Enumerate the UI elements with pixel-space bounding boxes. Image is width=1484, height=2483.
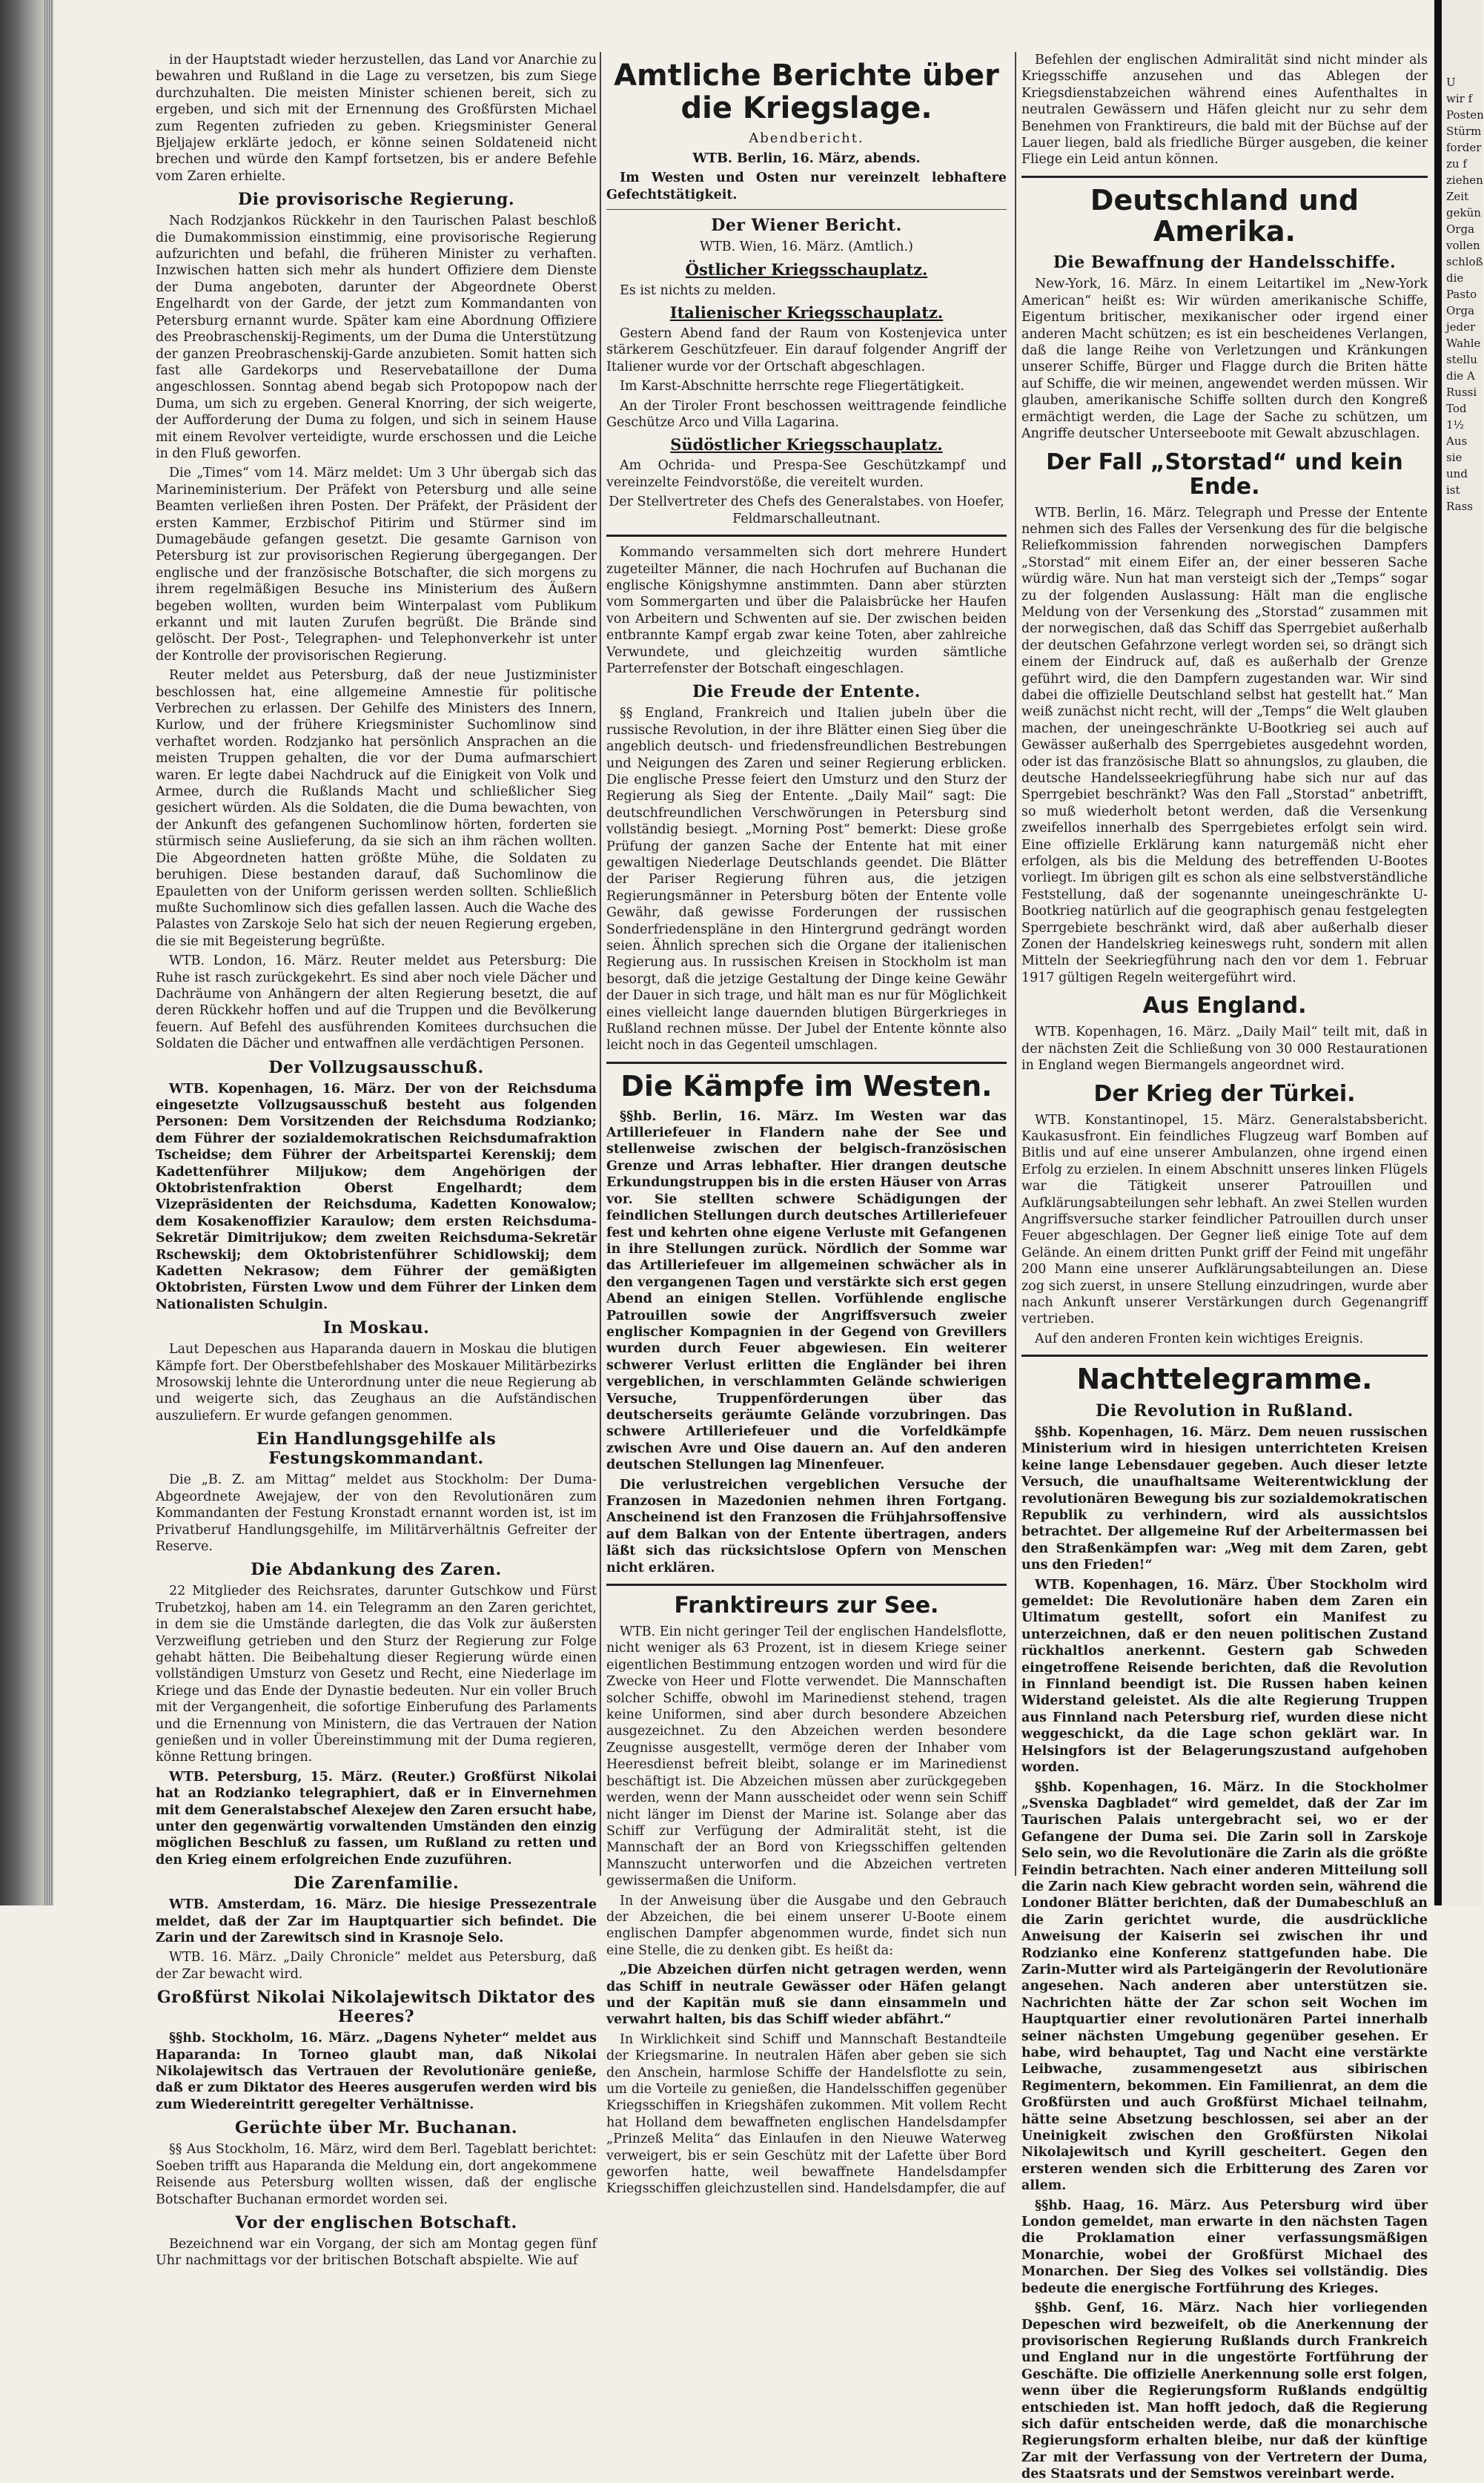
article-text: WTB. London, 16. März. Reuter meldet aus Petersburg: Die Ruhe ist rasch zurückgekehrt. Es sind aber noch viele Dächer und Dachräume von Anhängern der alten Regierung besetzt, die auf deren Rückkehr hoffen und auf die Truppen und die Bevölkerung feuern. Auf Befehl des ausführenden Komitees durchsuchen die Soldaten die Dächer und entwaffnen alle verdächtigen Personen.: [156, 953, 597, 1052]
headline: Nachttelegramme.: [1076, 1363, 1373, 1396]
article-text: Es ist nichts zu melden.: [620, 282, 776, 298]
section-heading: Die provisorische Regierung.: [238, 190, 514, 210]
divider: [606, 535, 1007, 537]
section-heading: Großfürst Nikolai Nikolajewitsch Diktator des Heeres?: [156, 1988, 596, 2027]
headline: Der Fall „Storstad“ und kein Ende.: [1046, 449, 1403, 500]
next-page-text: ist: [1446, 483, 1460, 497]
section-heading: In Moskau.: [322, 1318, 430, 1338]
article-text: Die „B. Z. am Mittag“ meldet aus Stockholm: Der Duma-Abgeordnete Awejajew, der von den Revolutionären zum Kommandanten der Festung Kronstadt ernannt worden ist, ist im Privatberuf Handlungsgehilfe, im Militärverhältnis Gefreiter der Reserve.: [156, 1472, 597, 1554]
article-text: WTB. Kopenhagen, 16. März. „Daily Mail“ teilt mit, daß in der nächsten Zeit die Schließung von 30 000 Restaurationen in England wegen Biermangels angeordnet wird.: [1021, 1025, 1428, 1074]
section-heading: Die Abdankung des Zaren.: [251, 1560, 502, 1580]
article-text: WTB. Kopenhagen, 16. März. Der von der Reichsduma eingesetzte Vollzugsausschuß besteht aus folgenden Personen: Dem Vorsitzenden der Reichsduma Rodzianko; dem Führer der sozialdemokratischen Reichsdumafraktion Tscheidse; dem Führer der Arbeitspartei Kerenskij; dem Kadettenführer Miljukow; dem Angehörigen der Oktobristenfraktion Oberst Engelhardt; dem Vizepräsidenten der Reichsduma, Kadetten Konowalow; dem Kosakenoffizier Karaulow; dem ersten Reichsduma-Sekretär Dimitrijukow; dem zweiten Reichsduma-Sekretär Rschewskij; dem Oktobristenführer Schidlowskij; dem Kadetten Nekrasow; dem Führer der gemäßigten Oktobristen, Fürsten Lwow und dem Führer der Linken dem Nationalisten Schulgin.: [156, 1081, 597, 1312]
article-text: §§ Aus Stockholm, 16. März, wird dem Berl. Tageblatt berichtet: Soeben trifft aus Haparanda die Meldung ein, dort angekommene Reisende aus Petersburg wollten wissen, daß der englische Botschafter Buchanan ermordet worden sei.: [156, 2142, 597, 2207]
next-page-text: gekün: [1446, 206, 1481, 219]
article-text: Gestern Abend fand der Raum von Kostenjevica unter stärkerem Geschützfeuer. Ein darauf folgender Angriff der Italiener wurde vor der Ortschaft abgeschlagen.: [606, 326, 1007, 374]
article-text: Auf den anderen Fronten kein wichtiges Ereignis.: [1035, 1331, 1364, 1346]
section-heading: Die Revolution in Rußland.: [1096, 1401, 1354, 1421]
column-rule: [1015, 52, 1016, 1876]
next-page-text: Tod: [1446, 402, 1467, 415]
section-heading: Gerüchte über Mr. Buchanan.: [234, 2118, 518, 2138]
article-text: Bezeichnend war ein Vorgang, der sich am Montag gegen fünf Uhr nachmittags vor der britischen Botschaft abspielte. Wie auf: [156, 2236, 597, 2269]
article-text: An der Tiroler Front beschossen weittragende feindliche Geschütze Arco und Villa Lagarina.: [606, 398, 1007, 431]
next-page-text: Stürm: [1446, 125, 1482, 138]
signature: Der Stellvertreter des Chefs des Generalstabes. von Hoefer, Feldmarschalleutnant.: [609, 495, 1004, 526]
next-page-text: U: [1446, 76, 1456, 89]
article-text: WTB. Kopenhagen, 16. März. Über Stockholm wird gemeldet: Die Revolutionäre haben dem Zaren ein Ultimatum gestellt, sofort ein Manifest zu unterzeichnen, daß er den neuen politischen Zustand rückhaltlos anerkennt. Gestern gab Schweden eingetroffene Reisende berichten, daß die Revolution in Finnland beendigt ist. Die Russen haben keinen Widerstand geleistet. Als die alte Regierung Truppen aus Finnland nach Petersburg rief, wurden diese nicht weggeschickt, da die Lage schon geklärt war. In Helsingfors ist der Belagerungszustand aufgehoben worden.: [1021, 1577, 1428, 1776]
article-text: §§hb. Genf, 16. März. Nach hier vorliegenden Depeschen wird bezweifelt, ob die Anerkennung der provisorischen Regierung Rußlands durch Frankreich und England nur in die ungestörte Fortführung der Geschäfte. Die offizielle Anerkennung solle erst folgen, wenn über die Regierungsform Rußlands endgültig entschieden ist. Man hofft jedoch, daß die Regierung sich dafür entscheiden werde, daß die monarchische Regierungsform erhalten bleibe, nur daß der künftige Zar mit der Verfassung von der Vertretern der Duma, des Staatsrats und der Semstwos vereinbart werde.: [1021, 2301, 1428, 2482]
article-text: „Die Abzeichen dürfen nicht getragen werden, wenn das Schiff in neutrale Gewässer oder Häfen gelangt und der Kapitän muß sie dann einsammeln und verwahrt halten, bis das Schiff wieder abfährt.“: [606, 1963, 1007, 2028]
article-text: Laut Depeschen aus Haparanda dauern in Moskau die blutigen Kämpfe fort. Der Oberstbefehlshaber des Moskauer Militärbezirks Mrosowskij lehnte die Unterordnung unter die neue Regierung ab und weigerte sich, das Zeughaus an die Aufständischen auszuliefern. Er wurde gefangen genommen.: [156, 1342, 597, 1424]
article-text: Die verlustreichen vergeblichen Versuche der Franzosen in Mazedonien nehmen ihren Fortgang. Anscheinend ist den Franzosen die Frühjahrsoffensive auf dem Balkan von der Entente übertragen, anders läßt sich das rücksichtslose Opfern von Menschen nicht erklären.: [606, 1477, 1007, 1576]
next-page-text: Zeit: [1446, 190, 1469, 203]
section-heading: Ein Handlungsgehilfe als Festungskommandant.: [256, 1429, 497, 1469]
article-text: WTB. Ein nicht geringer Teil der englischen Handelsflotte, nicht weniger als 63 Prozent, ist in diesem Kriege seiner eigentlichen Bestimmung entzogen worden und wird für die Zwecke von Heer und Flotte verwendet. Die Mannschaften solcher Schiffe, obwohl im Marinedienst stehend, tragen keine Uniformen, sind aber durch besondere Abzeichen ausgezeichnet. Zu den Abzeichen werden besondere Zeugnisse ausgestellt, vermöge deren der Inhaber vom Heeresdienst befreit bleibt, solange er im Marinedienst beschäftigt ist. Die Abzeichen müssen aber zurückgegeben werden, wenn der Mann ausscheidet oder wenn sein Schiff nicht länger im Dienst der Marine ist. Solange aber das Schiff zur Verfügung der Admiralität steht, ist die Mannschaft der an Bord von Kriegsschiffen geltenden Mannszucht unterworfen und die Abzeichen vertreten gewissermaßen die Uniform.: [606, 1624, 1007, 1889]
article-text: WTB. Berlin, 16. März. Telegraph und Presse der Entente nehmen sich des Falles der Versenkung des für die belgische Reliefkommission fahrenden norwegischen Dampfers „Storstad“ mit einem Eifer an, der einer besseren Sache würdig wäre. Nun hat man versteigt sich der „Temps“ sogar zu der folgenden Auslassung: Hält man die englische Meldung von der Versenkung des „Storstad“ zusammen mit der norwegischen, daß das Schiff das Sperrgebiet außerhalb der deutschen Gefahrzone verlegt worden sei, so drängt sich einem der Eindruck auf, daß es außerhalb der Grenze geführt wird, die den Dampfern zugestanden war. Wir sind dabei die offizielle Deutschland selbst hat gestellt hat.“ Man weiß zunächst nicht recht, will der „Temps“ die Welt glauben machen, der uneingeschränkte U-Bootkrieg sei auch auf Gewässer außerhalb des Sperrgebietes ausgedehnt worden, oder ist das französische Blatt so ahnungslos, zu glauben, die deutsche Handelsseekriegführung habe sich nur auf das Sperrgebiet beschränkt? Was den Fall „Storstad“ anbetrifft, so muß wiederholt betont werden, daß die Versenkung zweifellos innerhalb des Sperrgebietes erfolgt sein wird. Eine offizielle Erklärung kann naturgemäß nicht eher erfolgen, als bis die Meldung des betreffenden U-Bootes vorliegt. Im übrigen gilt es schon als eine selbstverständliche Feststellung, daß der sogenannte uneingeschränkte U-Bootkrieg natürlich auf die geographisch genau festgelegten Sperrgebiete beschränkt wird, daß aber außerhalb dieser Zonen der Handelskrieg keineswegs ruht, sondern mit allen Mitteln der Seekriegführung nach den vor dem 1. Februar 1917 gültigen Regeln weitergeführt wird.: [1021, 505, 1428, 985]
next-page-fragment: [1442, 0, 1483, 1905]
section-heading: Der Vollzugsausschuß.: [268, 1057, 484, 1077]
next-page-text: Russi: [1446, 386, 1477, 399]
article-text: Reuter meldet aus Petersburg, daß der neue Justizminister beschlossen hat, eine allgemeine Amnestie für politische Verbrechen zu erlassen. Der Gehilfe des Ministers des Innern, Kurlow, und der frühere Kriegsminister Suchomlinow sind verhaftet worden. Rodzjanko hat persönlich Ansprachen an die meisten Truppen gehalten, die vor der Duma aufmarschiert waren. Er legte dabei Nachdruck auf die Einigkeit von Volk und Armee, durch die Rußlands Macht und schließlicher Sieg gesichert würden. Als die Soldaten, die die Duma bewachten, von der Ankunft des gefangenen Suchomlinow hörten, forderten sie stürmisch seine Auslieferung, da sie sich an ihm rächen wollten. Die Abgeordneten hatten größte Mühe, die Soldaten zu beruhigen. Diese bestanden darauf, daß Suchomlinow die Epauletten von der Uniform gerissen werden sollten. Schließlich mußte Suchomlinow sich dies gefallen lassen. Auch die Wache des Palastes von Zarskoje Selo hat sich der neuen Regierung ergeben, die sie mit Begeisterung begrüßte.: [156, 668, 597, 949]
next-page-text: Aus: [1446, 434, 1468, 448]
article-text: In Wirklichkeit sind Schiff und Mannschaft Bestandteile der Kriegsmarine. In neutralen Häfen aber geben sie sich den Anschein, harmlose Schiffe der Handelsflotte zu sein, um die Vorteile zu genießen, die Handelsschiffen gegenüber Kriegsschiffen in Kriegshäfen zukommen. Mit vollem Recht hat Holland dem bewaffneten englischen Handelsdampfer „Prinzeß Melita“ das Einlaufen in den Nieuwe Waterweg verweigert, bis er sein Geschütz mit der Lafette über Bord geworfen hatte, weil bewaffnete Handelsdampfer Kriegsschiffen gleichzustellen sind. Handelsdampfer, die auf: [606, 2031, 1007, 2197]
article-text: WTB. Amsterdam, 16. März. Die hiesige Pressezentrale meldet, daß der Zar im Hauptquartier sich befindet. Die Zarin und der Zarewitsch sind in Krasnoje Selo.: [156, 1897, 597, 1946]
next-page-text: die: [1446, 271, 1464, 285]
next-page-text: 1½: [1446, 418, 1465, 432]
section-heading: Die Bewaffnung der Handelsschiffe.: [1053, 253, 1397, 273]
article-text: In der Anweisung über die Ausgabe und den Gebrauch der Abzeichen, die bei einem unserer U-Boote einem englischen Dampfer abgenommen wurde, findet sich nun eine Stelle, die zu denken gibt. Es heißt da:: [606, 1893, 1007, 1958]
article-text: Im Karst-Abschnitte herrschte rege Fliegertätigkeit.: [620, 379, 964, 394]
next-page-text: sie: [1446, 451, 1463, 464]
next-page-text: Pasto: [1446, 288, 1477, 301]
next-page-text: stellu: [1446, 353, 1477, 366]
next-page-text: wir f: [1446, 92, 1473, 105]
headline: Aus England.: [1142, 993, 1307, 1019]
headline: Die Kämpfe im Westen.: [620, 1069, 993, 1102]
page-gutter: [1434, 0, 1442, 1905]
article-text: 22 Mitglieder des Reichsrates, darunter Gutschkow und Fürst Trubetzkoj, haben am 14. ein Telegramm an den Zaren gerichtet, in dem sie die Umstände darlegten, die das Volk zur äußersten Verzweiflung getrieben und den Sturz der Regierung zur Folge gehabt hätten. Die Beibehaltung dieser Regierung würde einen vollständigen Umsturz von Gesetz und Recht, eine Niederlage im Kriege und das Ende der Dynastie bedeuten. Nur ein voller Bruch mit der Vergangenheit, die sofortige Einberufung des Parlaments und die Ernennung von Ministern, die das Vertrauen der Nation genießen und in voller Übereinstimmung mit der Duma regieren, könne Rettung bringen.: [156, 1584, 597, 1765]
next-page-text: jeder: [1446, 320, 1476, 334]
next-page-text: schloß: [1446, 255, 1483, 268]
article-text: WTB. Konstantinopel, 15. März. Generalstabsbericht. Kaukasusfront. Ein feindliches Flugzeug warf Bomben auf Bitlis und auf eine unserer Ambulanzen, ohne irgend einen Erfolg zu erzielen. In einem Abschnitt unseres linken Flügels war die Tätigkeit unserer Patrouillen und Aufklärungsabteilungen sehr lebhaft. An zwei Stellen wurden Angriffsversuche starker feindlicher Patrouillen durch unser Feuer abgeschlagen. Der Gegner ließ einige Tote auf dem Gelände. An einem dritten Punkt griff der Feind mit ungefähr 200 Mann eine unserer Aufklärungsabteilungen an. Diese zog sich zuerst, in unsere Stellung einzudringen, wurde aber nach Ankunft unserer Verstärkungen durch Gegenangriff vertrieben.: [1021, 1112, 1428, 1327]
dateline: WTB. Wien, 16. März. (Amtlich.): [700, 239, 913, 255]
divider: [606, 1584, 1007, 1586]
article-text: §§hb. Stockholm, 16. März. „Dagens Nyheter“ meldet aus Haparanda: In Torneo glaubt man, daß Nikolai Nikolajewitsch das Vertrauen der Revolutionäre genieße, daß er zum Diktator des Heeres ausgerufen werden wird bis zum Wiedereintritt geregelter Verhältnisse.: [156, 2031, 597, 2112]
article-text: in der Hauptstadt wieder herzustellen, das Land vor Anarchie zu bewahren und Rußland in die Lage zu versetzen, bis zum Siege durchzuhalten. Die meisten Minister schienen bereit, sich zu ergeben, und sich mit der Ernennung des Großfürsten Michael zum Regenten zufrieden zu geben. Kriegsminister General Bjeljajew erklärte jedoch, er könne seinen Soldateneid nicht brechen und würde den Kampf fortsetzen, bis er andere Befehle vom Zaren erhielte.: [156, 53, 597, 184]
next-page-text: forder: [1446, 141, 1482, 154]
article-text: Befehlen der englischen Admiralität sind nicht minder als Kriegsschiffe anzusehen und das Ablegen der Kriegsdienstabzeichen während eines Aufenthaltes in neutralen Gewässern und Häfen gleicht nur zu sehr dem Benehmen von Franktireurs, die bald mit der Büchse auf der Lauer liegen, bald als friedliche Bürger ausgeben, die keiner Fliege ein Leid antun können.: [1021, 53, 1428, 168]
section-heading: Italienischer Kriegsschauplatz.: [669, 303, 944, 323]
next-page-text: Posten: [1446, 108, 1484, 122]
article-text: Am Ochrida- und Prespa-See Geschützkampf und vereinzelte Feindvorstöße, die vereitelt wurden.: [606, 458, 1007, 490]
next-page-text: und: [1446, 467, 1468, 480]
section-heading: Vor der englischen Botschaft.: [235, 2212, 517, 2232]
section-heading: Südöstlicher Kriegsschauplatz.: [670, 435, 943, 454]
subheading: Abendbericht.: [749, 130, 864, 146]
next-page-text: Wahle: [1446, 337, 1481, 350]
next-page-text: Orga: [1446, 222, 1475, 236]
section-heading: Der Wiener Bericht.: [711, 216, 902, 236]
article-text: §§hb. Haag, 16. März. Aus Petersburg wird über London gemeldet, man erwarte in den nächsten Tagen die Proklamation einer verfassungsmäßigen Monarchie, wobei der Großfürst Michael des Monarchen. Der Sieg des Volkes sei vollständig. Dies bedeute die energische Fortführung des Krieges.: [1021, 2198, 1428, 2296]
article-text: Nach Rodzjankos Rückkehr in den Taurischen Palast beschloß die Dumakommission einstimmig, eine provisorische Regierung aufzurichten und befahl, die früheren Minister zu verhaften. Inzwischen hatten sich mehr als hundert Offiziere dem Dienste der Duma angeboten, darunter der Abgeordnete Oberst Engelhardt von der Garde, der jetzt zum Kommandanten von Petersburg ernannt wurde. Später kam eine Abordnung Offiziere des Preobraschenskij-Regiments, um der Duma die Unterstützung der ganzen Preobraschenskij-Garde anzubieten. Somit hatten sich fast alle Gardekorps und Reservebataillone der Duma angeschlossen. Sonntag abend begab sich Protopopow nach der Duma, um sich zu ergeben. General Knorring, der sich weigerte, der Aufforderung der Duma zu folgen, und sich in seinem Hause mit einem Revolver verteidigte, wurde erschossen und die Leiche in den Fluß geworfen.: [156, 214, 597, 461]
divider: [1021, 1355, 1428, 1357]
headline: Franktireurs zur See.: [674, 1593, 939, 1619]
article-text: WTB. Petersburg, 15. März. (Reuter.) Großfürst Nikolai hat an Rodzianko telegraphiert, daß er in Einvernehmen mit dem Generalstabschef Alexejew den Zaren ersucht habe, unter den gegenwärtig vorwaltenden Umständen den einzig möglichen Beschluß zu fassen, um Rußland zu retten und den Krieg einem erfolgreichen Ende zuzuführen.: [156, 1769, 597, 1868]
dateline: WTB. Berlin, 16. März, abends.: [692, 151, 921, 166]
column-middle: [606, 52, 1007, 2197]
article-text: Kommando versammelten sich dort mehrere Hundert zugeteilter Männer, die nach Hochrufen auf Buchanan die englische Königshymne anstimmten. Dann aber stürzten vom Sommergarten und über die Palaisbrücke her Haufen von Arbeitern und Schwenten auf sie. Der zwischen beiden entbrannte Kampf ergab zwar keine Toten, aber zahlreiche Verwundete, und gleichzeitig wurden sämtliche Parterrefenster der Botschaft eingeschlagen.: [606, 545, 1007, 676]
article-text: §§hb. Kopenhagen, 16. März. In die Stockholmer „Svenska Dagbladet“ wird gemeldet, daß der Zar im Taurischen Palais untergebracht sei, wo er der Gefangene der Duma sei. Die Zarin soll in Zarskoje Selo sein, wo die Revolutionäre die Zarin als die größte Feindin betrachten. Nach einer anderen Mitteilung soll die Zarin nach Kiew gebracht worden sein, während die Londoner Blätter berichten, daß der Dumabeschluß an die Zarin gerichtet wurde, die ausdrückliche Anweisung der Kaiserin sei zwischen ihr und Rodzianko eine Konferenz stattgefunden habe. Die Zarin-Mutter wird als Parteigängerin der Revolutionäre angesehen. Nach anderen aber unterstützen sie. Nachrichten hätte der Zar schon seit Wochen im Hauptquartier einer revolutionären Partei innerhalb seiner nächsten Umgebung gegenüber gesehen. Er habe, wird behauptet, Tag und Nacht eine verstärkte Leibwache, zusammengesetzt aus sibirischen Regimentern, bekommen. Ein Familienrat, an dem die Großfürsten und auch Großfürst Michael teilnahm, hätte seine Absetzung beschlossen, sei aber an der Uneinigkeit zwischen den Großfürsten Nikolai Nikolajewitsch und Kyrill gescheitert. Gegen den ersteren wenden sich die Erbitterung des Zaren vor allem.: [1021, 1779, 1428, 2194]
divider: [1021, 176, 1428, 178]
book-binding: [0, 0, 44, 1905]
divider: [606, 209, 1007, 210]
headline: Der Krieg der Türkei.: [1093, 1080, 1356, 1107]
article-text: New-York, 16. März. In einem Leitartikel im „New-York American“ heißt es: Wir würden amerikanische Schiffe, Eigentum britischer, mexikanischer oder irgend einer anderen Macht schützen; es ist ein bescheidenes Verlangen, daß die lange Reihe von Verletzungen und Kränkungen unserer Schiffe, Bürger und Flagge durch die Briten hätte auf Schiffe, die wir meinen, angewendet werden müssen. Wir glauben, amerikanische Schiffe sollten durch den Kongreß ermächtigt werden, die Lage der Sache zu schützen, um Angriffe deutscher Unterseeboote mit Gewalt abzuschlagen.: [1021, 277, 1428, 442]
divider: [606, 1062, 1007, 1064]
article-text: WTB. 16. März. „Daily Chronicle“ meldet aus Petersburg, daß der Zar bewacht wird.: [156, 1950, 597, 1982]
main-headline: Amtliche Berichte über die Kriegslage.: [614, 59, 999, 125]
headline: Deutschland und Amerika.: [1090, 183, 1359, 248]
next-page-text: vollen: [1446, 239, 1480, 252]
next-page-text: Rass: [1446, 500, 1473, 513]
column-rule: [600, 52, 601, 1876]
next-page-text: ziehen: [1446, 173, 1483, 187]
column-left: [156, 52, 597, 2269]
next-page-text: die A: [1446, 369, 1475, 383]
section-heading: Östlicher Kriegsschauplatz.: [685, 259, 928, 279]
section-heading: Die Zarenfamilie.: [293, 1874, 460, 1894]
article-text: Die „Times“ vom 14. März meldet: Um 3 Uhr übergab sich das Marineministerium. Der Präfekt von Petersburg und alle seine Beamten verließen ihren Posten. Der Präfekt, der Präsident der ersten Kammer, Erzbischof Pitirim und Stürmer sind im Dumagebäude gefangen gesetzt. Die gesamte Garnison von Petersburg ist zur provisorischen Regierung übergegangen. Der englische und der französische Botschafter, die sich morgens zu ihrem regelmäßigen Besuche ins Ministerium des Äußern begeben wollten, wurden beim Winterpalast vom Publikum erkannt und mit lauten Zurufen begrüßt. Die Brände sind gelöscht. Der Post-, Telegraphen- und Telephonverkehr ist unter der Kontrolle der provisorischen Regierung.: [156, 466, 597, 664]
column-right: [1021, 52, 1428, 2482]
page-edge: [44, 0, 53, 1905]
section-heading: Die Freude der Entente.: [692, 682, 921, 702]
article-text: Im Westen und Osten nur vereinzelt lebhaftere Gefechtstätigkeit.: [606, 171, 1007, 202]
next-page-text: Orga: [1446, 304, 1475, 317]
article-text: §§hb. Kopenhagen, 16. März. Dem neuen russischen Ministerium wird in hiesigen unterrichteten Kreisen keine lange Lebensdauer gegeben. Auch dieser letzte Versuch, die unaufhaltsame Weiterentwicklung der revolutionären Bewegung bis zur sozialdemokratischen Republik zu verhindern, wird als aussichtslos betrachtet. Der allgemeine Ruf der Arbeitermassen bei den Straßenkämpfen war: „Weg mit dem Zaren, gebt uns den Frieden!“: [1021, 1424, 1428, 1573]
article-text: §§hb. Berlin, 16. März. Im Westen war das Artilleriefeuer in Flandern nahe der See und stellenweise zwischen der belgisch-französischen Grenze und Arras lebhafter. Hier drangen deutsche Erkundungstruppen bis in die ersten Häuser von Arras vor. Sie stellten schwere Schädigungen der feindlichen Stellungen durch deutsches Artilleriefeuer fest und kehrten ohne eigene Verluste mit Gefangenen in ihre Stellungen zurück. Nördlich der Somme war das Artilleriefeuer im allgemeinen schwächer als in den vergangenen Tagen und verstärkte sich erst gegen Abend an einigen Stellen. Vorfühlende englische Patrouillen sowie der Angriffsversuch zweier englischer Kompagnien in der Gegend von Grevillers wurden durch Feuer abgewiesen. Ein weiterer schwerer Verlust erlitten die Engländer bei ihren vergeblichen, in verschlammten Gelände schwierigen Versuche, Truppenförderungen über das deutscherseits geräumte Gelände vorzubringen. Das schwere Artilleriefeuer und die Vorfeldkämpfe zwischen Avre und Oise dauern an. Auf den anderen deutschen Stellungen lag Minenfeuer.: [606, 1108, 1007, 1473]
next-page-text: zu f: [1446, 157, 1467, 171]
article-text: §§ England, Frankreich und Italien jubeln über die russische Revolution, in der ihre Blätter einen Sieg über die angeblich deutsch- und friedensfreundlichen Bestrebungen und Neigungen des Zaren und seiner Regierung erblicken. Die englische Presse feiert den Umsturz und den Sturz der Regierung als Sieg der Entente. „Daily Mail“ sagt: Die deutschfreundlichen Verschwörungen in Petersburg sind vollständig besiegt. „Morning Post“ bemerkt: Diese große Prüfung der ganzen Sache der Entente hat mit einer gewaltigen Niederlage Deutschlands geendet. Die Blätter der Pariser Regierung führen aus, die jetzigen Regierungsmänner in Petersburg böten der Entente volle Gewähr, daß gewisse Forderungen der russischen Sonderfriedenspläne in den Hintergrund gedrängt worden seien. Ähnlich sprechen sich die Organe der italienischen Regierung aus. In russischen Kreisen in Stockholm ist man besorgt, daß die jetzige Gestaltung der Dinge keine Gewähr der Dauer in sich trage, und hält man es nur für Möglichkeit eines vielleicht lange dauernden blutigen Bürgerkrieges in Rußland rechnen müsse. Der Jubel der Entente könnte also leicht noch in das Gegenteil umschlagen.: [606, 706, 1007, 1054]
